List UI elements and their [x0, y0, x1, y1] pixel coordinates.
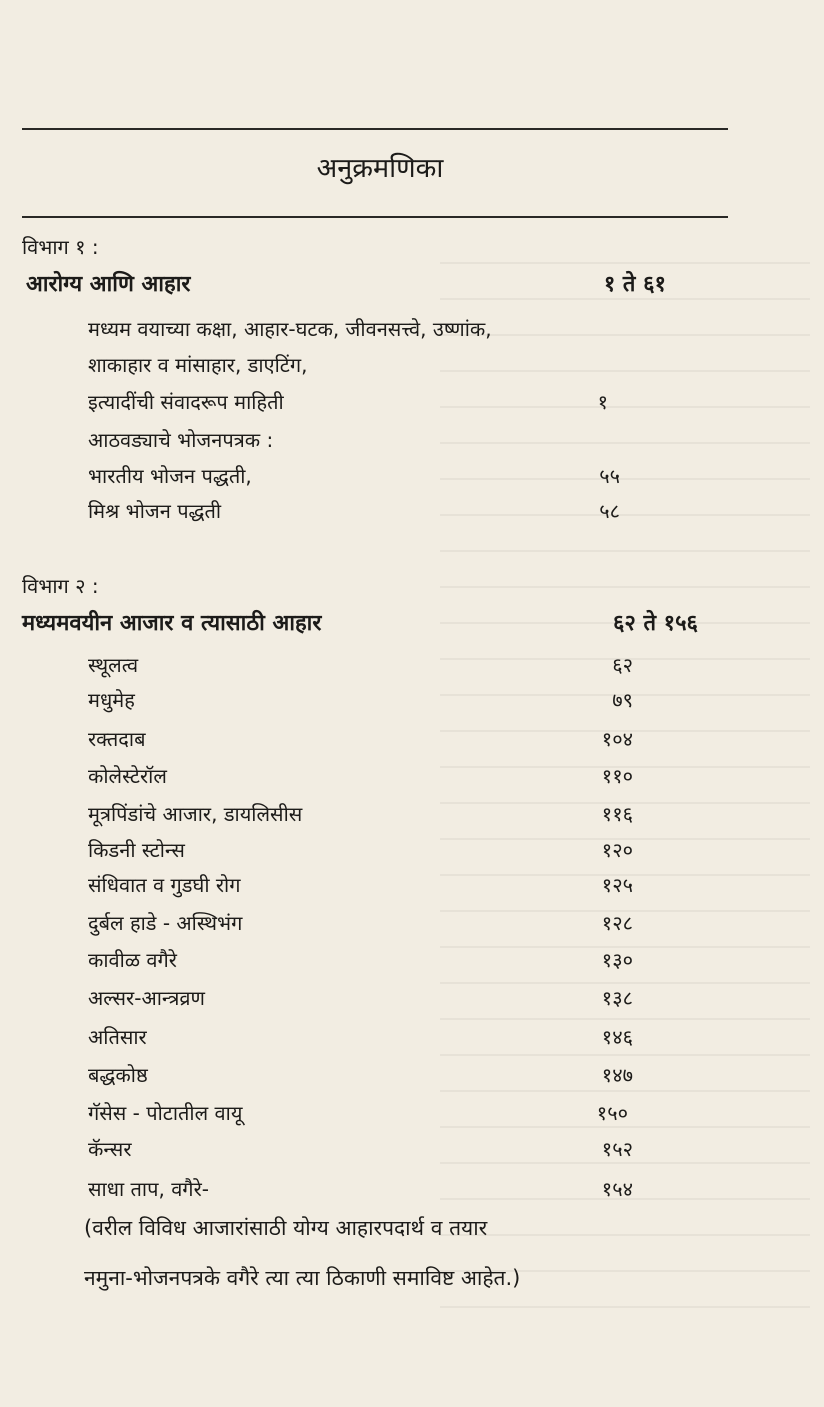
- toc-entry-label: रक्तदाब: [88, 727, 146, 751]
- toc-entry-page: ५८: [599, 499, 620, 523]
- note-line-1: (वरील विविध आजारांसाठी योग्य आहारपदार्थ व तयार: [84, 1216, 488, 1240]
- toc-entry-label: मध्यम वयाच्या कक्षा, आहार-घटक, जीवनसत्त्वे, उष्णांक,: [88, 317, 492, 341]
- toc-entry-label: आठवड्याचे भोजनपत्रक :: [88, 428, 274, 452]
- section-heading: विभाग २ :: [22, 574, 99, 598]
- toc-entry-label: संधिवात व गुडघी रोग: [88, 873, 241, 897]
- toc-entry-label: मिश्र भोजन पद्धती: [88, 499, 222, 523]
- toc-entry-label: बद्धकोष्ठ: [88, 1063, 148, 1087]
- toc-entry-label: अतिसार: [88, 1025, 147, 1049]
- section-main-title: आरोग्य आणि आहार: [26, 272, 191, 297]
- toc-entry-page: १५२: [601, 1137, 633, 1161]
- section-main-pages: ६२ ते १५६: [612, 611, 698, 636]
- toc-entry-page: १२८: [601, 911, 633, 935]
- toc-entry-label: कावीळ वगैरे: [88, 948, 177, 972]
- toc-entry-page: १२५: [601, 873, 633, 897]
- section-main-title: मध्यमवयीन आजार व त्यासाठी आहार: [22, 611, 322, 636]
- title-bottom-rule: [22, 216, 728, 218]
- toc-entry-label: अल्सर-आन्त्रव्रण: [88, 986, 206, 1010]
- toc-entry-page: १५४: [601, 1177, 633, 1201]
- toc-entry-label: मधुमेह: [88, 688, 135, 712]
- toc-entry-page: १४६: [601, 1025, 633, 1049]
- toc-entry-label: साधा ताप, वगैरे-: [88, 1177, 209, 1201]
- show-through-texture: [440, 262, 810, 1322]
- toc-entry-page: १४७: [601, 1063, 633, 1087]
- toc-entry-page: ७९: [612, 688, 633, 712]
- toc-entry-page: १: [597, 390, 608, 414]
- toc-entry-label: कोलेस्टेरॉल: [88, 764, 167, 788]
- toc-entry-label: भारतीय भोजन पद्धती,: [88, 464, 252, 488]
- toc-entry-label: स्थूलत्व: [88, 653, 139, 677]
- toc-entry-page: १३०: [601, 948, 633, 972]
- toc-entry-page: ६२: [612, 653, 633, 677]
- toc-entry-page: १३८: [601, 986, 633, 1010]
- note-line-2: नमुना-भोजनपत्रके वगैरे त्या त्या ठिकाणी समाविष्ट आहेत.): [84, 1266, 521, 1290]
- toc-entry-label: गॅसेस - पोटातील वायू: [88, 1101, 243, 1125]
- section-main-pages: १ ते ६१: [603, 272, 666, 297]
- page-title: अनुक्रमणिका: [316, 153, 444, 184]
- toc-entry-page: १२०: [601, 838, 633, 862]
- toc-entry-label: इत्यादींची संवादरूप माहिती: [88, 390, 284, 414]
- toc-entry-label: किडनी स्टोन्स: [88, 838, 185, 862]
- toc-entry-label: दुर्बल हाडे - अस्थिभंग: [88, 911, 243, 935]
- toc-entry-label: शाकाहार व मांसाहार, डाएटिंग,: [88, 353, 308, 377]
- section-heading: विभाग १ :: [22, 235, 99, 259]
- toc-entry-page: १५०: [596, 1101, 628, 1125]
- toc-entry-page: ११६: [601, 802, 633, 826]
- toc-entry-page: ११०: [601, 764, 633, 788]
- toc-entry-page: ५५: [599, 464, 620, 488]
- toc-entry-page: १०४: [601, 727, 633, 751]
- toc-entry-label: मूत्रपिंडांचे आजार, डायलिसीस: [88, 802, 303, 826]
- toc-entry-label: कॅन्सर: [88, 1137, 132, 1161]
- top-rule: [22, 128, 728, 130]
